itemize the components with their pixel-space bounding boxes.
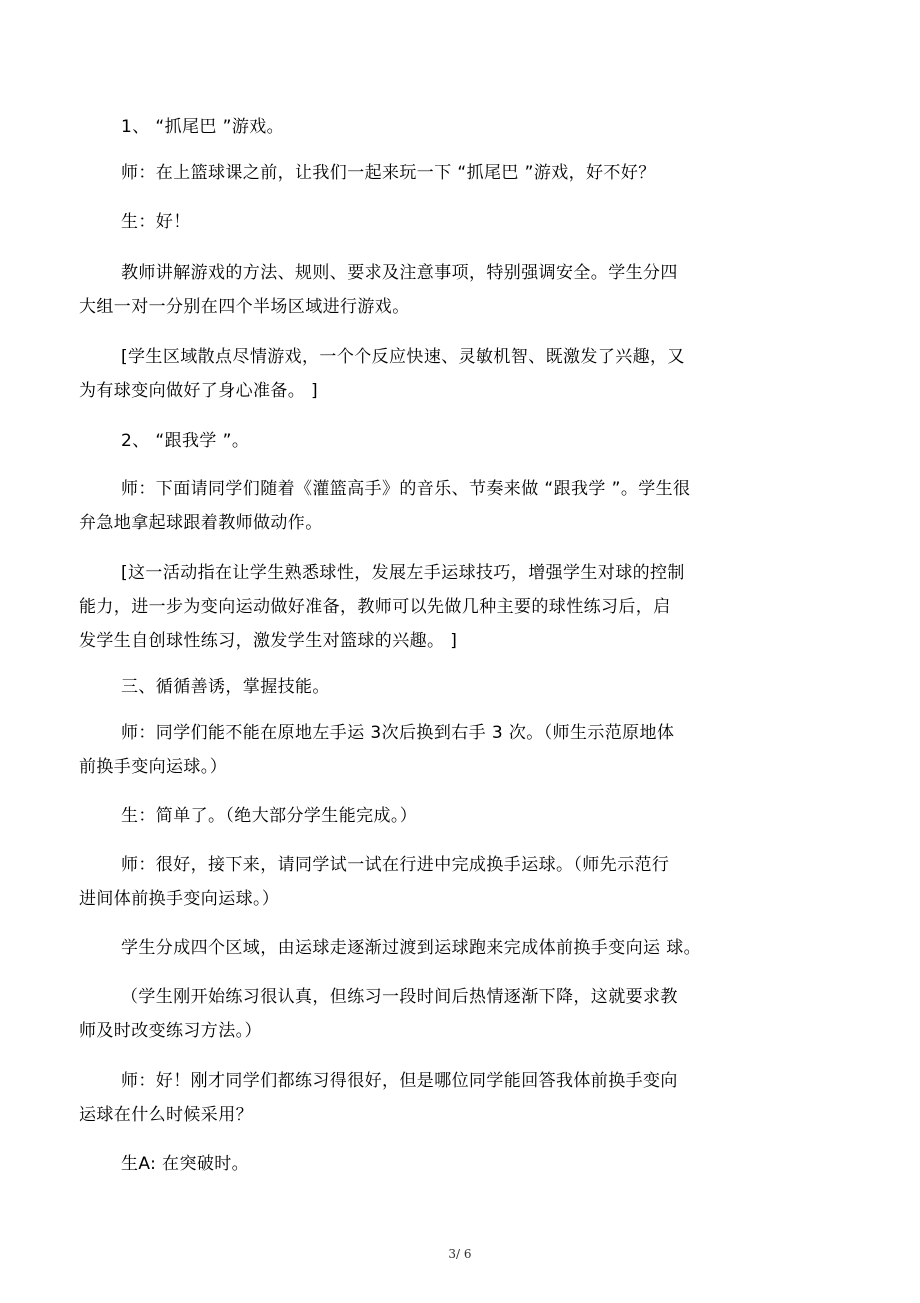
text-line: 发学生自创球性练习，激发学生对篮球的兴趣。 ] — [79, 631, 458, 651]
text-line: 进间体前换手变向运球。） — [79, 889, 280, 909]
paragraph-activity-comment — [79, 556, 799, 658]
text-line: 生A: 在突破时。 — [121, 1154, 250, 1174]
paragraph-teacher-explains — [79, 256, 799, 324]
paragraph-practice-note — [79, 980, 799, 1048]
text-line: [这一活动指在让学生熟悉球性，发展左手运球技巧，增强学生对球的控制 — [121, 563, 685, 583]
text-line: 三、循循善诱，掌握技能。 — [121, 677, 330, 697]
section-heading-three — [79, 670, 799, 704]
text-line: 运球在什么时候采用？ — [79, 1105, 253, 1125]
paragraph-student-easy — [79, 799, 799, 833]
text-line: 生：简单了。（绝大部分学生能完成。） — [121, 806, 418, 826]
text-line: 师及时改变练习方法。） — [79, 1021, 262, 1041]
text-line: 师：下面请同学们随着《灌篮高手》的音乐、节奏来做 “跟我学 ”。学生很 — [121, 479, 691, 499]
paragraph-game-1-heading — [79, 110, 799, 144]
text-line: 学生分成四个区域，由运球走逐渐过渡到运球跑来完成体前换手变向运 球。 — [121, 938, 702, 958]
text-line: 生：好！ — [121, 212, 191, 232]
text-line: 前换手变向运球。） — [79, 757, 228, 777]
paragraph-teacher-moving — [79, 848, 799, 916]
text-line: 为有球变向做好了身心准备。 ] — [79, 381, 319, 401]
text-line: [学生区域散点尽情游戏，一个个反应快速、灵敏机智、既激发了兴趣，又 — [121, 347, 685, 367]
text-line: 师：很好，接下来，请同学试一试在行进中完成换手运球。（师先示范行 — [121, 855, 670, 875]
text-line: （学生刚开始练习很认真，但练习一段时间后热情逐渐下降，这就要求教 — [121, 987, 678, 1007]
page-number: 3/ 6 — [448, 1247, 472, 1261]
text-line: 师：在上篮球课之前，让我们一起来玩一下 “抓尾巴 ”游戏，好不好？ — [121, 163, 656, 183]
paragraph-student-answer — [79, 205, 799, 239]
paragraph-dribble-left — [79, 716, 799, 784]
text-line: 教师讲解游戏的方法、规则、要求及注意事项，特别强调安全。学生分四 — [121, 263, 678, 283]
paragraph-student-a — [79, 1147, 799, 1181]
paragraph-teacher-asks — [79, 1064, 799, 1132]
paragraph-follow-me — [79, 472, 799, 540]
paragraph-teacher-question — [79, 156, 799, 190]
paragraph-game-2-heading — [79, 424, 799, 458]
paragraph-students-regions — [79, 931, 799, 965]
text-line: 师：同学们能不能在原地左手运 3次后换到右手 3 次。（师生示范原地体 — [121, 723, 675, 743]
text-line: 大组一对一分别在四个半场区域进行游戏。 — [79, 297, 410, 317]
text-line: 师：好！刚才同学们都练习得很好，但是哪位同学能回答我体前换手变向 — [121, 1071, 678, 1091]
paragraph-game-comment — [79, 340, 799, 408]
text-line: 2、 “跟我学 ”。 — [121, 431, 250, 451]
text-line: 1、 “抓尾巴 ”游戏。 — [121, 117, 285, 137]
text-line: 能力，进一步为变向运动做好准备，教师可以先做几种主要的球性练习后，启 — [79, 597, 671, 617]
text-line: 弁急地拿起球跟着教师做动作。 — [79, 513, 323, 533]
